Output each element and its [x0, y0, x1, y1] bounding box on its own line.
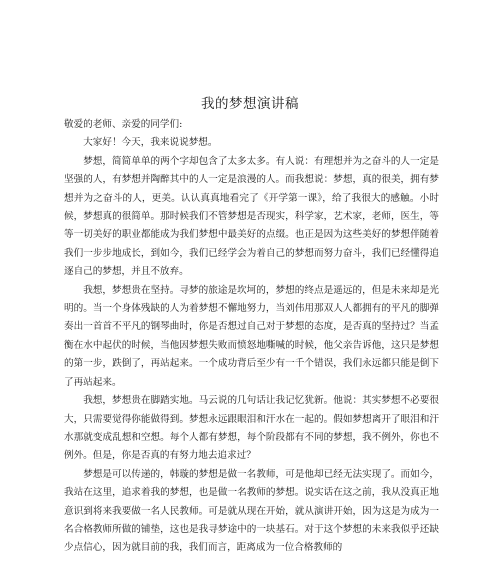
document-title: 我的梦想演讲稿: [201, 96, 299, 112]
paragraph: 梦想，简简单单的两个字却包含了太多太多。有人说：有理想并为之奋斗的人一定是坚强的人，有梦想并陶醉其中的人一定是浪漫的人。而我想说：梦想，真的很美，拥有梦想并为之奋斗的人，更美。认认真真地看完了《开学第一课》，给了我很大的感触。小时候，梦想真的很简单。那时候我们不管梦想是否现实，科学家，艺术家，老师，医生，等等一切美好的职业都能成为我们梦想中最美好的点缀。也正是因为这些美好的梦想伴随着我们一步步地成长，到如今，我们已经学会为着自己的梦想而努力奋斗，我们已经懂得追逐自己的梦想，并且不放弃。: [64, 155, 439, 278]
paragraph: 我想，梦想贵在坚持。寻梦的旅途是坎坷的，梦想的终点是遥远的，但是未来却是光明的。当一个身体残缺的人为着梦想不懈地努力，当刘伟用那双人人都拥有的平凡的脚弹奏出一首首不平凡的钢琴曲时，你是否想过自己对于梦想的态度，是否真的坚持过？当孟衡在水中起伏的时候，当他因梦想失败而愤怒地嘶喊的时候，他父亲告诉他，这只是梦想的第一步，跌倒了，再站起来。一个成功背后至少有一千个错误，我们永远都只能是倒下了再站起来。: [64, 284, 439, 388]
salutation: 敬爱的老师、亲爱的同学们:: [64, 119, 183, 130]
paragraph: 大家好！今天，我来说说梦想。: [83, 137, 218, 149]
paragraph: 我想，梦想贵在脚踏实地。马云说的几句话让我记忆犹新。他说：其实梦想不必要很大，只需要觉得你能做得到。梦想永远跟眼泪和汗水在一起的。假如梦想离开了眼泪和汗水那就变成乱想和空想。每个人都有梦想，每个阶段都有不同的梦想，我不例外，你也不例外。但是，你是否真的有努力地去追求过？: [64, 395, 439, 462]
paragraph: 梦想是可以传递的，韩璇的梦想是做一名教师，可是他却已经无法实现了。而如今，我站在这里，追求着我的梦想，也是做一名教师的梦想。说实话在这之前，我从没真正地意识到将来我要做一名人民教师。可是就从现在开始，就从演讲开始，因为这是为成为一名合格教师所做的铺垫，这也是我寻梦途中的一块基石。对于这个梦想的未来我似乎还缺少点信心，因为就目前的我，我们而言，距离成为一位合格教师的: [64, 468, 439, 554]
document-body: [64, 116, 439, 558]
